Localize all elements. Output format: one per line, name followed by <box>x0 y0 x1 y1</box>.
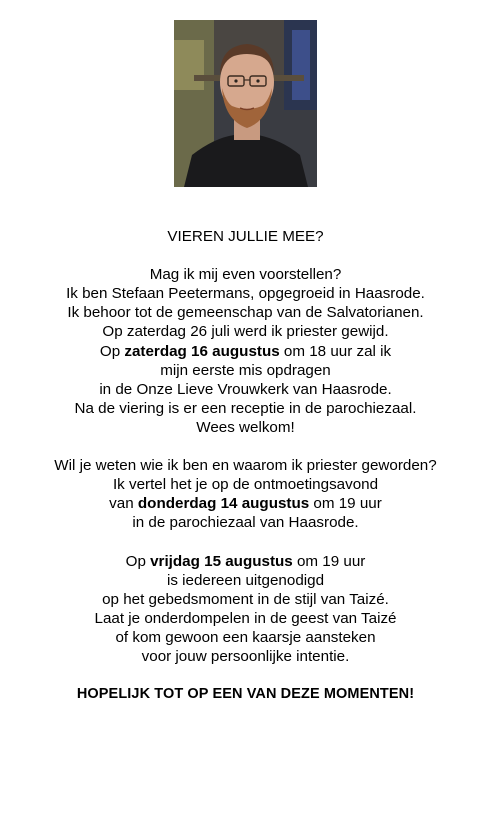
evening-date: donderdag 14 augustus <box>137 495 310 513</box>
first-mass-date: zaterdag 16 augustus <box>124 342 280 360</box>
intro-line-7: in de Onze Lieve Vrouwkerk van Haasrode. <box>99 380 392 398</box>
evening-line-4: in de parochiezaal van Haasrode. <box>132 514 359 532</box>
intro-line-2: Ik ben Stefaan Peetermans, opgegroeid in Haasrode. <box>66 285 425 303</box>
intro-line-8: Na de viering is er een receptie in de parochiezaal. <box>74 399 417 417</box>
taize-line-2: is iedereen uitgenodigd <box>166 571 325 589</box>
taize-line-3: op het gebedsmoment in de stijl van Taizé. <box>102 590 389 608</box>
intro-line-5 <box>0 342 491 361</box>
heading: VIEREN JULLIE MEE? <box>167 228 324 245</box>
intro-line-5-post: om 18 uur zal ik <box>279 342 392 360</box>
taize-line-6: voor jouw persoonlijke intentie. <box>141 648 350 666</box>
intro-line-1: Mag ik mij even voorstellen? <box>149 266 342 284</box>
intro-line-4: Op zaterdag 26 juli werd ik priester gewijd. <box>102 323 389 341</box>
flyer-text <box>0 227 491 704</box>
taize-date: vrijdag 15 augustus <box>150 552 293 570</box>
intro-line-9: Wees welkom! <box>196 418 295 436</box>
taize-line-1-pre: Op <box>125 552 151 570</box>
taize-line-1 <box>0 552 491 571</box>
taize-line-4: Laat je onderdompelen in de geest van Taizé <box>94 609 397 627</box>
evening-line-1: Wil je weten wie ik ben en waarom ik priester geworden? <box>54 457 437 475</box>
intro-line-5-pre: Op <box>99 342 125 360</box>
portrait-photo <box>174 20 317 187</box>
evening-line-3-post: om 19 uur <box>309 495 382 513</box>
closing-line: HOPELIJK TOT OP EEN VAN DEZE MOMENTEN! <box>76 686 415 703</box>
evening-line-2: Ik vertel het je op de ontmoetingsavond <box>112 476 379 494</box>
evening-line-3 <box>0 494 491 513</box>
evening-line-3-pre: van <box>109 495 138 513</box>
intro-line-6: mijn eerste mis opdragen <box>160 361 331 379</box>
intro-line-3: Ik behoor tot de gemeenschap van de Salvatorianen. <box>67 304 424 322</box>
taize-line-1-post: om 19 uur <box>292 552 366 570</box>
taize-line-5: of kom gewoon een kaarsje aansteken <box>115 628 376 646</box>
